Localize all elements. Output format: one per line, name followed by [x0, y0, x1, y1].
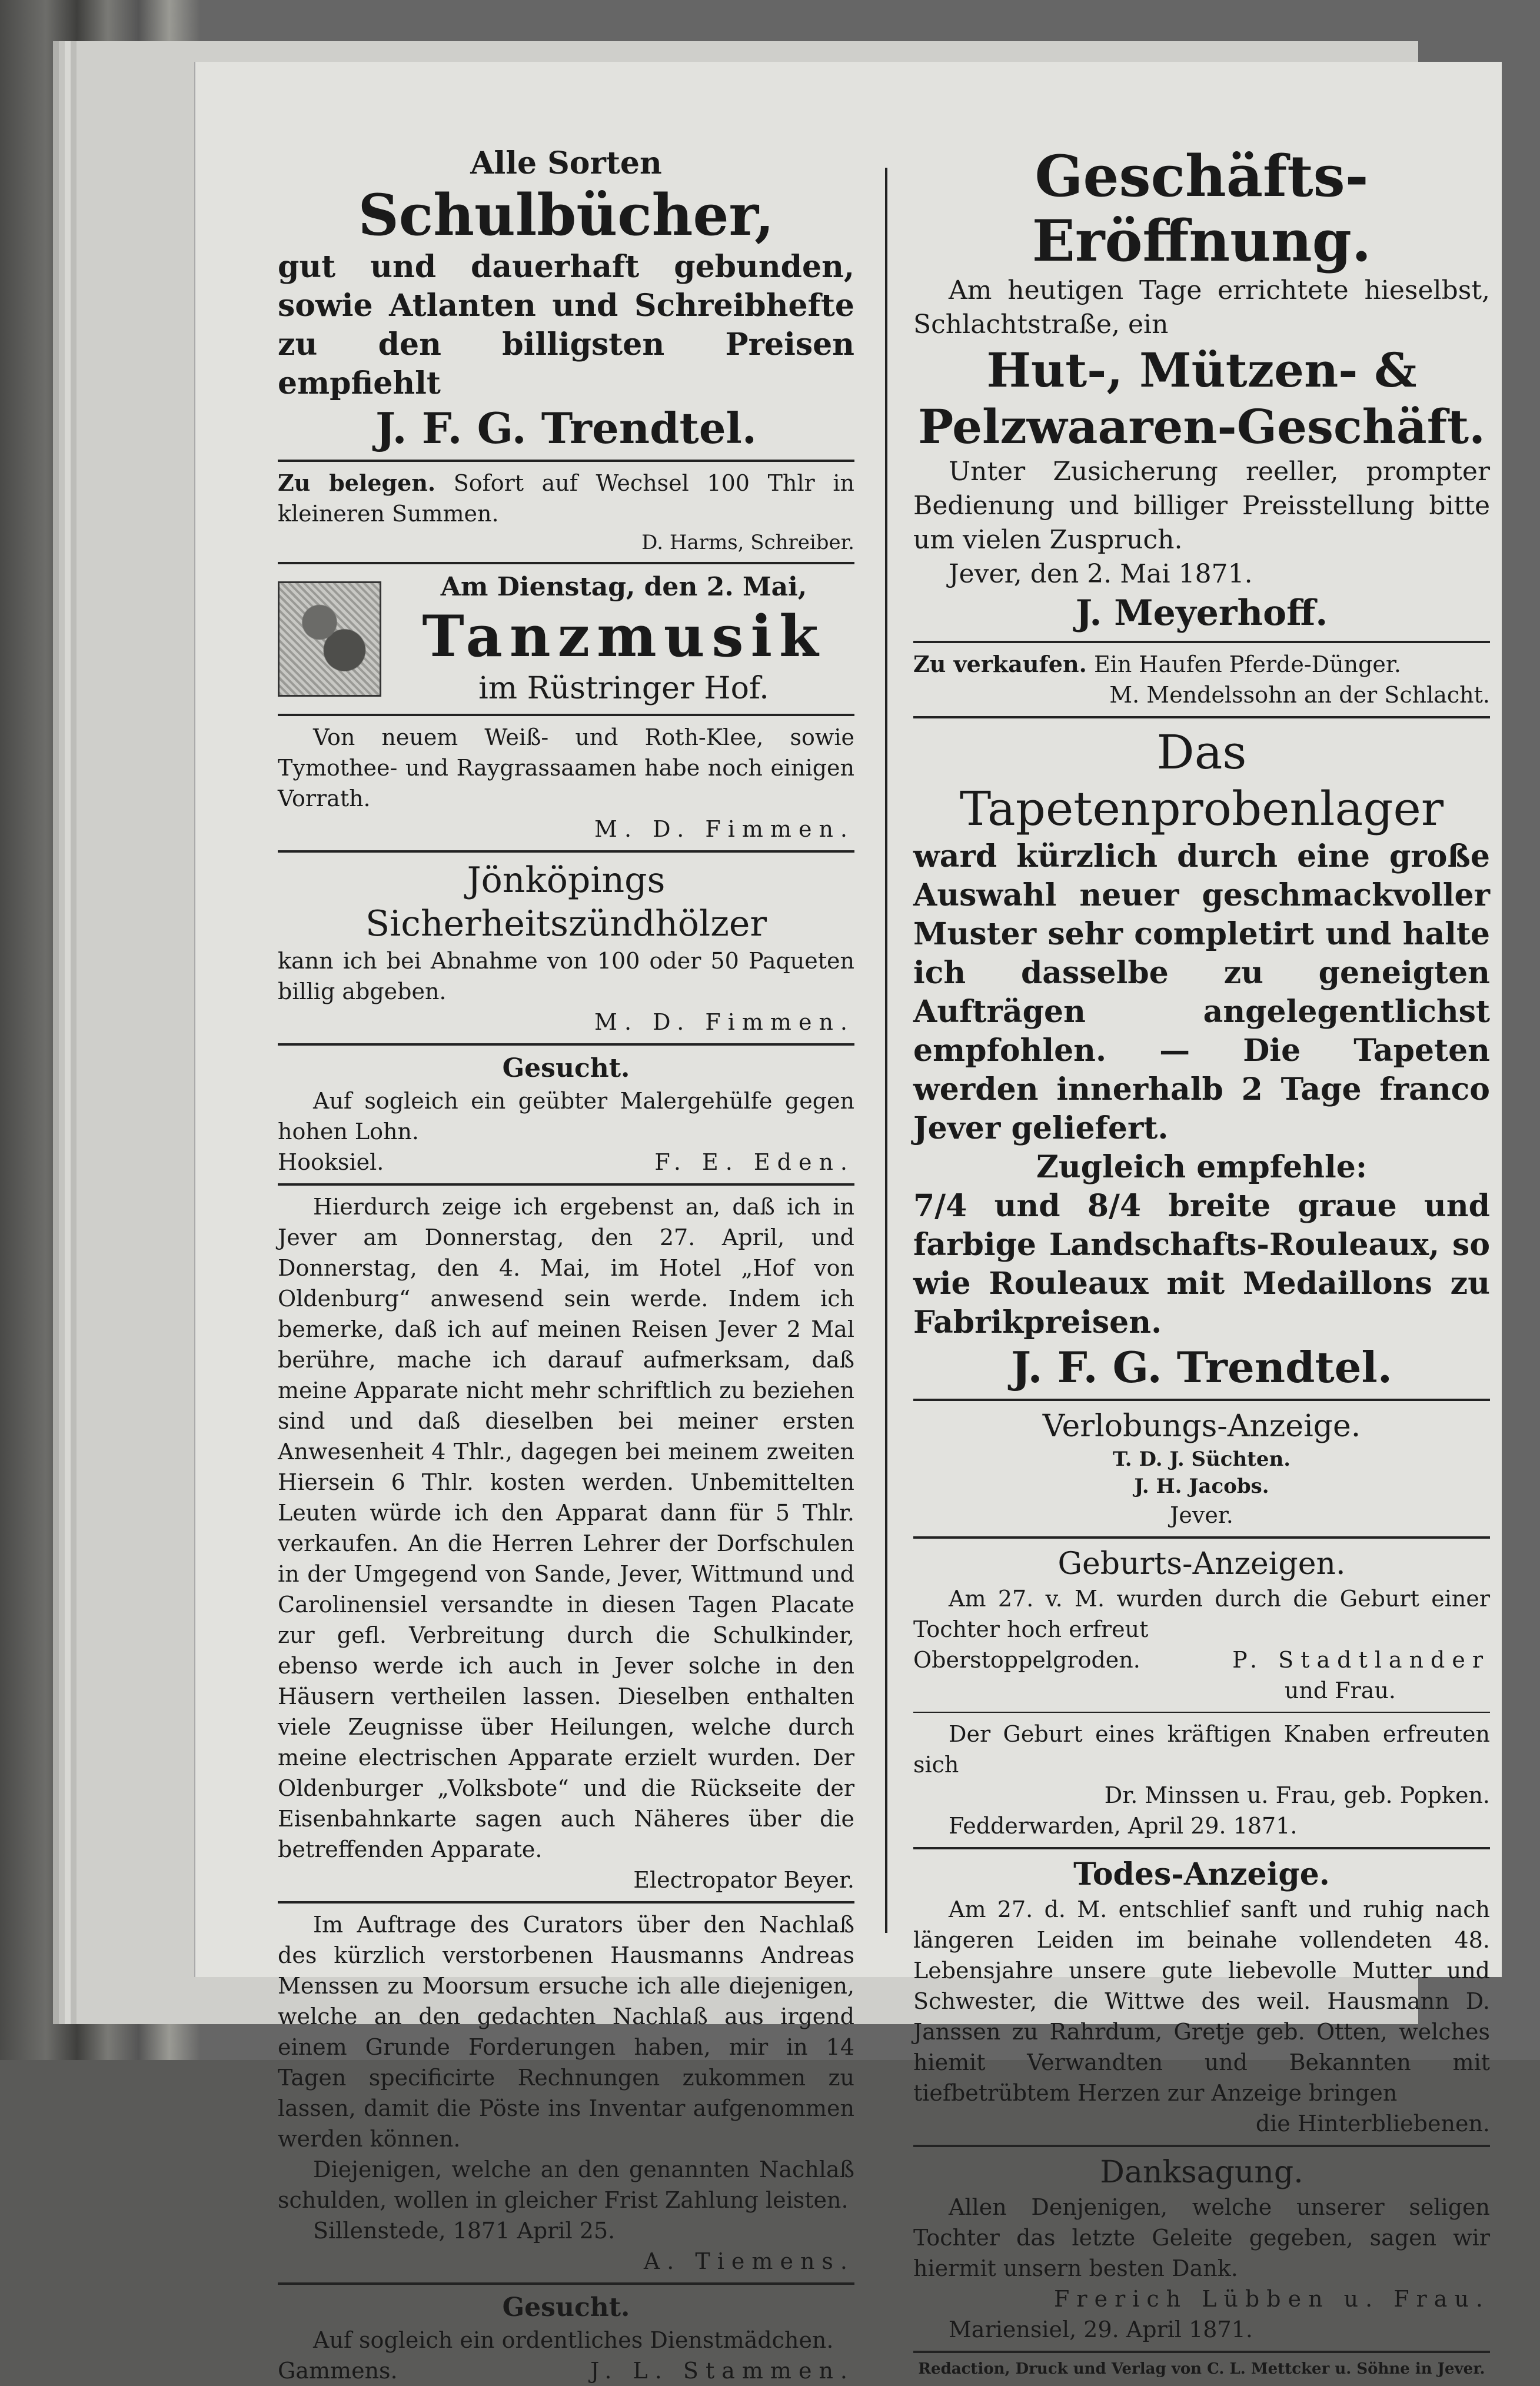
- divider: [913, 641, 1490, 643]
- imprint-footer: Redaction, Druck und Verlag von C. L. Mettcker u. Söhne in Jever.: [918, 2360, 1485, 2378]
- divider: [913, 1536, 1490, 1539]
- ad-name: J. H. Jacobs.: [1134, 1475, 1269, 1498]
- ad-signature: Electropator Beyer.: [633, 1867, 854, 1893]
- ad-pferde-duenger: [913, 649, 1490, 710]
- ad-text: Am heutigen Tage errichtete hieselbst, Schlachtstraße, ein: [913, 275, 1490, 340]
- ad-signature: M. D. Fimmen.: [594, 816, 854, 842]
- ad-text: Sofort auf Wechsel 100 Thlr in kleineren Summen.: [278, 470, 854, 527]
- ad-place: Sillenstede, 1871 April 25.: [313, 2218, 616, 2244]
- ad-text: Von neuem Weiß- und Roth-Klee, sowie Tymothee- und Raygrassaamen habe noch einigen Vorrath.: [278, 724, 854, 811]
- ad-place: Hooksiel.: [278, 1149, 384, 1175]
- ad-head: Todes-Anzeige.: [1073, 1856, 1330, 1892]
- ad-head: Zu verkaufen.: [913, 651, 1087, 677]
- ad-signature: J. L. Stammen.: [590, 2358, 854, 2384]
- ad-text: Hierdurch zeige ich ergebenst an, daß ich in Jever am Donnerstag, den 27. April, und Donnerstag, den 4. Mai, im Hotel „Hof von Oldenburg“ anwesend sein werde. Indem ich bemerke, daß ich auf meinen Reisen Jever 2 Mal berühre, mache ich darauf aufmerksam, daß meine Apparate nicht mehr schriftlich zu beziehen sind und daß dieselben bei meiner ersten Anwesenheit 4 Thlr., dagegen bei meinem zweiten Hiersein 6 Thlr. kosten werden. Unbemittelten Leuten würde ich den Apparat dann für 5 Thlr. verkaufen. An die Herren Lehrer der Dorfschulen in der Umgegend von Sande, Jever, Wittmund und Carolinensiel versandte in diesen Tagen Placate zur gefl. Verbreitung durch die Schulkinder, ebenso werde ich auch in Jever solche in den Häusern vertheilen lassen. Dieselben enthalten viele Zeugnisse über Heilungen, welche durch meine electrischen Apparate erzielt wurden. Der Oldenburger „Volksbote“ und die Rückseite der Eisenbahnkarte sagen auch Näheres über die betreffenden Apparate.: [278, 1194, 854, 1862]
- ad-big-text: Hut-, Mützen- & Pelzwaaren-Geschäft.: [918, 342, 1485, 454]
- ad-todesanzeige: [913, 1855, 1490, 2139]
- ad-text: ward kürzlich durch eine große Auswahl neuer geschmackvoller Muster sehr completirt und halte ich dasselbe zu geneigten Aufträgen angelegentlichst empfohlen. — Die Tapeten werden innerhalb 2 Tage franco Jever geliefert.: [913, 838, 1490, 1146]
- ad-place: Oberstoppelgroden.: [913, 1647, 1140, 1673]
- divider: [913, 1847, 1490, 1849]
- ad-title: Tanzmusik: [422, 603, 826, 670]
- ad-text: Am 27. d. M. entschlief sanft und ruhig nach längeren Leiden im beinahe vollendeten 48. Lebensjahre unsere gute liebevolle Mutter und Schwester, die Wittwe des weil. Hausmann D. Janssen zu Rahrdum, Gretje geb. Otten, welches hiemit Verwandten und Bekannten mit tiefbetrübtem Herzen zur Anzeige bringen: [913, 1896, 1490, 2106]
- ad-zu-belegen: [278, 468, 854, 556]
- divider: [913, 1712, 1490, 1713]
- ad-head: Gesucht.: [502, 1053, 630, 1083]
- ad-signature: P. Stadtlander: [1232, 1647, 1490, 1673]
- divider: [278, 460, 854, 462]
- ad-text: Diejenigen, welche an den genannten Nachlaß schulden, wollen in gleicher Frist Zahlung leisten.: [278, 2157, 854, 2213]
- divider: [913, 1399, 1490, 1401]
- ad-text: Auf sogleich ein geübter Malergehülfe gegen hohen Lohn.: [278, 1088, 854, 1144]
- ad-dienstmaedchen: [278, 2291, 854, 2386]
- ad-signature: D. Harms, Schreiber.: [641, 531, 854, 554]
- ad-text: Allen Denjenigen, welche unserer seligen Tochter das letzte Geleite gegeben, sagen wir hiermit unsern besten Dank.: [913, 2194, 1490, 2281]
- ad-text: gut und dauerhaft gebunden, sowie Atlanten und Schreibhefte zu den billigsten Preisen empfiehlt: [278, 249, 854, 401]
- ad-head: Verlobungs-Anzeige.: [1042, 1409, 1361, 1444]
- ad-line: im Rüstringer Hof.: [478, 671, 769, 706]
- ad-schulbuecher: [278, 144, 854, 454]
- ad-text: Auf sogleich ein ordentliches Dienstmädchen.: [313, 2327, 834, 2353]
- ad-geschaeftseroeffnung: [913, 144, 1490, 635]
- ad-subhead: Zugleich empfehle:: [1036, 1149, 1368, 1185]
- ad-text: Am 27. v. M. wurden durch die Geburt einer Tochter hoch erfreut: [913, 1586, 1490, 1642]
- ad-head: Geburts-Anzeigen.: [1057, 1546, 1346, 1582]
- ad-signature: Frerich Lübben u. Frau.: [1054, 2286, 1490, 2312]
- divider: [278, 1901, 854, 1904]
- ad-head: Gesucht.: [502, 2292, 630, 2322]
- ad-signature: die Hinterbliebenen.: [1255, 2111, 1490, 2137]
- right-column: [913, 144, 1490, 2379]
- ad-tapetenprobenlager: [913, 724, 1490, 1393]
- ad-signature: J. F. G. Trendtel.: [1011, 1342, 1392, 1392]
- ad-nachlass: [278, 1909, 854, 2277]
- ad-text: Im Auftrage des Curators über den Nachlaß des kürzlich verstorbenen Hausmanns Andreas Menssen zu Moorsum ersuche ich alle diejenigen, welche an den gedachten Nachlaß aus irgend einem Grunde Forderungen haben, mir in 14 Tagen specificirte Rechnungen zukommen zu lassen, damit die Pöste ins Inventar aufgenommen werden können.: [278, 1912, 854, 2152]
- ad-place: Jever, den 2. Mai 1871.: [949, 559, 1253, 589]
- newspaper-page: [194, 62, 1502, 2384]
- ad-signature: J. F. G. Trendtel.: [375, 403, 757, 453]
- divider: [913, 716, 1490, 718]
- divider: [278, 714, 854, 716]
- ad-title: Das Tapetenprobenlager: [959, 725, 1444, 836]
- ad-malergehuelfe: [278, 1051, 854, 1177]
- ad-place: Mariensiel, 29. April 1871.: [949, 2317, 1253, 2342]
- ad-head: Jönköpings Sicherheitszündhölzer: [365, 860, 767, 944]
- ad-place: Gammens.: [278, 2358, 398, 2384]
- left-column: [278, 144, 854, 2386]
- divider: [278, 850, 854, 853]
- divider: [913, 2351, 1490, 2353]
- ad-signature: A. Tiemens.: [643, 2248, 854, 2274]
- column-divider: [885, 168, 887, 1933]
- ad-title: Geschäfts-Eröffnung.: [1032, 143, 1372, 274]
- ad-signature: M. Mendelssohn an der Schlacht.: [1109, 682, 1490, 708]
- ad-line: Alle Sorten: [470, 145, 662, 181]
- ad-danksagung: [913, 2153, 1490, 2345]
- ad-head: Zu belegen.: [278, 470, 436, 496]
- divider: [278, 2282, 854, 2285]
- ad-text: Der Geburt eines kräftigen Knaben erfreuten sich: [913, 1721, 1490, 1778]
- ad-name: T. D. J. Süchten.: [1112, 1447, 1291, 1471]
- divider: [278, 1043, 854, 1046]
- ad-place: Jever.: [1170, 1502, 1233, 1528]
- ad-text: 7/4 und 8/4 breite graue und farbige Landschafts-Rouleaux, so wie Rouleaux mit Medaillons zu Fabrikpreisen.: [913, 1188, 1490, 1340]
- ad-signature: und Frau.: [1284, 1678, 1396, 1703]
- ad-geburt-2: [913, 1719, 1490, 1841]
- ad-zuendhoelzer: [278, 858, 854, 1037]
- ad-klee: [278, 722, 854, 844]
- ad-title: Schulbücher,: [358, 182, 774, 248]
- ad-text: Ein Haufen Pferde-Dünger.: [1093, 651, 1401, 677]
- ad-line: Am Dienstag, den 2. Mai,: [440, 572, 807, 602]
- divider: [278, 562, 854, 564]
- dancing-couple-illustration: [278, 581, 381, 697]
- ad-text: Unter Zusicherung reeller, prompter Bedienung und billiger Preisstellung bitte um vielen Zuspruch.: [913, 457, 1490, 555]
- ad-head: Danksagung.: [1100, 2155, 1303, 2190]
- ad-electropator: [278, 1192, 854, 1895]
- ad-text: kann ich bei Abnahme von 100 oder 50 Paqueten billig abgeben.: [278, 948, 854, 1004]
- ad-tanzmusik: [278, 570, 854, 708]
- divider: [913, 2145, 1490, 2147]
- ad-geburt-1: [913, 1545, 1490, 1706]
- ad-verlobung: [913, 1407, 1490, 1530]
- divider: [278, 1183, 854, 1186]
- ad-signature: Dr. Minssen u. Frau, geb. Popken.: [1104, 1782, 1490, 1808]
- ad-signature: J. Meyerhoff.: [1075, 593, 1328, 634]
- ad-place: Fedderwarden, April 29. 1871.: [949, 1813, 1298, 1839]
- ad-signature: M. D. Fimmen.: [594, 1009, 854, 1035]
- ad-signature: F. E. Eden.: [654, 1149, 854, 1175]
